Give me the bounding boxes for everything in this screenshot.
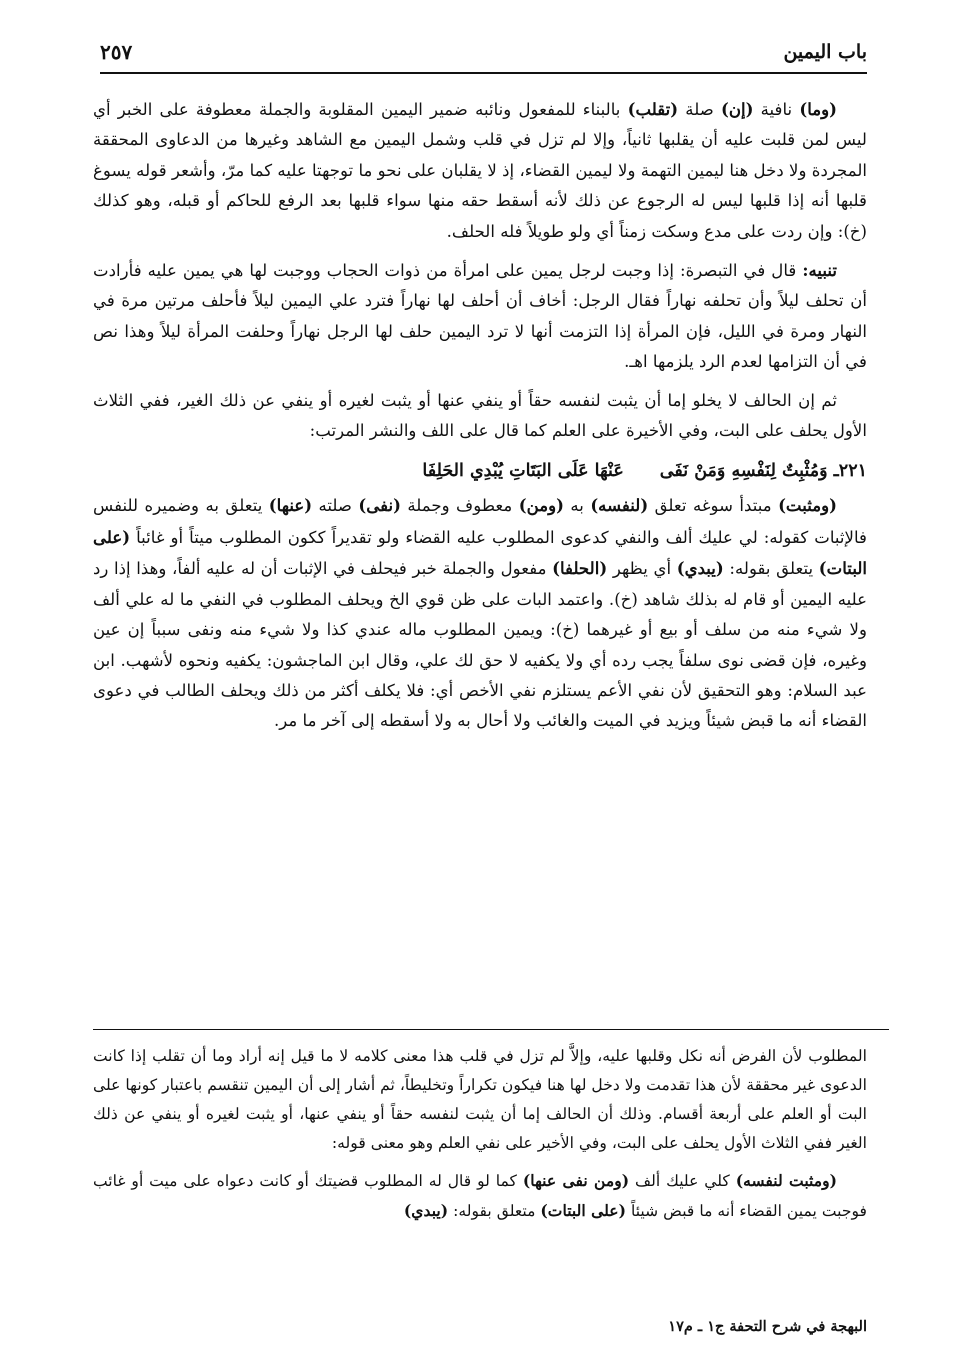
text: قال في التبصرة: إذا وجبت لرجل يمين على امرأة من ذوات الحجاب ووجبت لها هي يمين عليه فأرادت أن تحلف ليلاً وأن تحلفه نهاراً فقال الرجل: أخاف أن أحلف لها نهاراً فترد علي اليمين ليلاً فأحلف مرتين مرة في النهار ومرة في الليل، فإن المرأة إذا التزمت أنها لا ترد اليمين حلف لها الرجل نهاراً وحلفت المرأة ليلاً وهذا نص في أن التزامها لعدم الرد يلزمها اهـ. — [93, 261, 867, 372]
paragraph-3: ثم إن الحالف لا يخلو إما أن يثبت لنفسه حقاً أو ينفي عنها أو يثبت لغيره أو ينفي عن ذلك الغير، ففي الثلاث الأول يحلف على البت، وفي الأخيرة على العلم كما قال على اللف والنشر المرتب: — [93, 390, 867, 441]
term: (على البتات) — [93, 526, 867, 579]
text: يتعلق بقوله: — [723, 559, 819, 579]
text: معطوف وجملة — [400, 496, 519, 516]
term: (ومن) — [518, 495, 564, 516]
text: أي يظهر — [607, 559, 677, 579]
text: نافية — [753, 100, 800, 119]
page-number: ٢٥٧ — [100, 40, 133, 64]
text: صلته — [312, 496, 359, 516]
notice-label: تنبيه: — [802, 260, 837, 281]
text: مفعول والجملة خبر فيحلف في الإثبات أن له عليه ألفاً، وهذا إذا رد عليه اليمين أو قام له بذلك شاهد (خ). واعتمد البات على ظن قوي الخ ويحلف المطلوب في النفي ما له علي ألف ولا شيء منه من سلف أو بيع أو غيرهما (خ): ويمين المطلوب ماله عندي كذا ولا شيء منه ونفى سبباً إن عين وغيره، فإن قضى نوى سلفاً يجب رده أي ولا يكفيه لا حق لك علي، وقال ابن الماجشون: يكفيه ونحوه لأشهب. ابن عبد السلام: وهو التحقيق لأن نفي الأعم يستلزم نفي الأخص أي: فلا يكلف أكثر من ذلك ويحلف الطالب في دعوى القضاء أنه ما قبض شيئاً ويزيد في الميت والغائب ولا أحال به ولا أسقطه إلى آخر ما مر. — [93, 559, 867, 731]
text: به — [563, 496, 591, 516]
main-text — [93, 94, 867, 745]
text: صلة — [678, 100, 721, 119]
term: (نفى) — [358, 495, 401, 516]
term: (ومن نفى عنها) — [522, 1171, 630, 1190]
footnotes — [93, 1042, 867, 1234]
text: كلي عليك ألف — [629, 1172, 736, 1190]
text: متعلق بقوله: — [448, 1202, 541, 1220]
term: (على البتات) — [540, 1201, 626, 1220]
text: يتعلق به وضميره للنفس فالإثبات كقوله: لي عليك ألف والنفي كدعوى المطلوب عليه القضاء ولو تقديراً ككون المطلوب ميتاً أو غائباً — [93, 496, 867, 547]
paragraph-4 — [93, 490, 867, 736]
running-title: باب اليمين — [783, 41, 867, 63]
term: (ومثبت لنفسه) — [735, 1171, 838, 1190]
hemistich-2: عَنْهَا عَلَى البَتَاتِ يُبْدِي الحَلِفَا — [422, 461, 624, 482]
text: مبتدأ سوغه تعلق — [648, 496, 779, 516]
footnote-1: المطلوب لأن الفرض أنه نكل وقلبها عليه، وإلاَّ لم تزل في قلب هذا معنى كلامه لا ما قيل إنه أراد وما أن تقلب إذا كانت الدعوى غير محققة لأن هذا تقدمت ولا دخل لها هنا فيكون تكراراً وتخليطاً، ثم أشار إلى أن اليمين تنقسم باعتبار كونها على البت أو العلم على أربعة أقسام. وذلك أن الحالف إما أن يثبت لنفسه حقاً أو ينفي عنها، أو يثبت لغيره أو ينفي عن ذلك الغير ففي الثلاث الأول يحلف على البت، وفي الأخير على نفي العلم وهو معنى قوله: — [93, 1047, 867, 1152]
term: (تقلب) — [627, 99, 679, 119]
term: (لنفسه) — [590, 495, 649, 516]
verse-line — [93, 454, 867, 488]
paragraph-1 — [93, 94, 867, 247]
text: بالبناء للمفعول ونائبه ضمير اليمين المقلوبة والجملة معطوفة على الخبر أي ليس لمن قلبت عليه أن يقلبها ثانياً، وإلا لم تزل في قلب وشمل اليمين مع الشاهد وغيرها من الدعاوى المحققة المجردة ولا دخل هنا ليمين التهمة ولا ليمين القضاء، إذ لا يقلبان على نحو ما توجهتا عليه كما مرّ، وأشعر قوله يسوغ قلبها أنه إذا قلبها ليس له الرجوع عن ذلك لأنه أسقط حقه منها سواء قلبها بعد الرفع للحاكم أو قبله، وهو كذلك (خ): وإن ردت على مدع وسكت زمناً أي ولو طويلاً فله الحلف. — [93, 100, 867, 241]
term: (يبدي) — [676, 558, 724, 579]
hemistich-1: وَمُثْبِتٌ لِنَفْسِهِ وَمَنْ نَفَى — [659, 461, 828, 482]
term: (يبدي) — [403, 1201, 449, 1220]
footnote-divider — [93, 1029, 889, 1030]
page-header — [100, 32, 867, 74]
book-footer-label: البهجة في شرح التحفة ج١ ـ م١٧ — [668, 1318, 867, 1335]
text: كما لو قال له المطلوب قضيتك أو كانت دعواه على ميت أو غائب فوجبت يمين القضاء أنه ما قبض شيئاً — [93, 1172, 867, 1220]
verse-number: ٢٢١ـ — [833, 461, 867, 482]
verse-first-half — [660, 454, 867, 488]
footnote-2 — [93, 1166, 867, 1226]
paragraph-2-notice — [93, 255, 867, 378]
term: (إن) — [720, 99, 754, 119]
term: (ومثبت) — [778, 495, 837, 516]
term: (الحلفا) — [552, 558, 608, 579]
term: (عنها) — [268, 495, 313, 516]
term: (وما) — [799, 99, 838, 119]
